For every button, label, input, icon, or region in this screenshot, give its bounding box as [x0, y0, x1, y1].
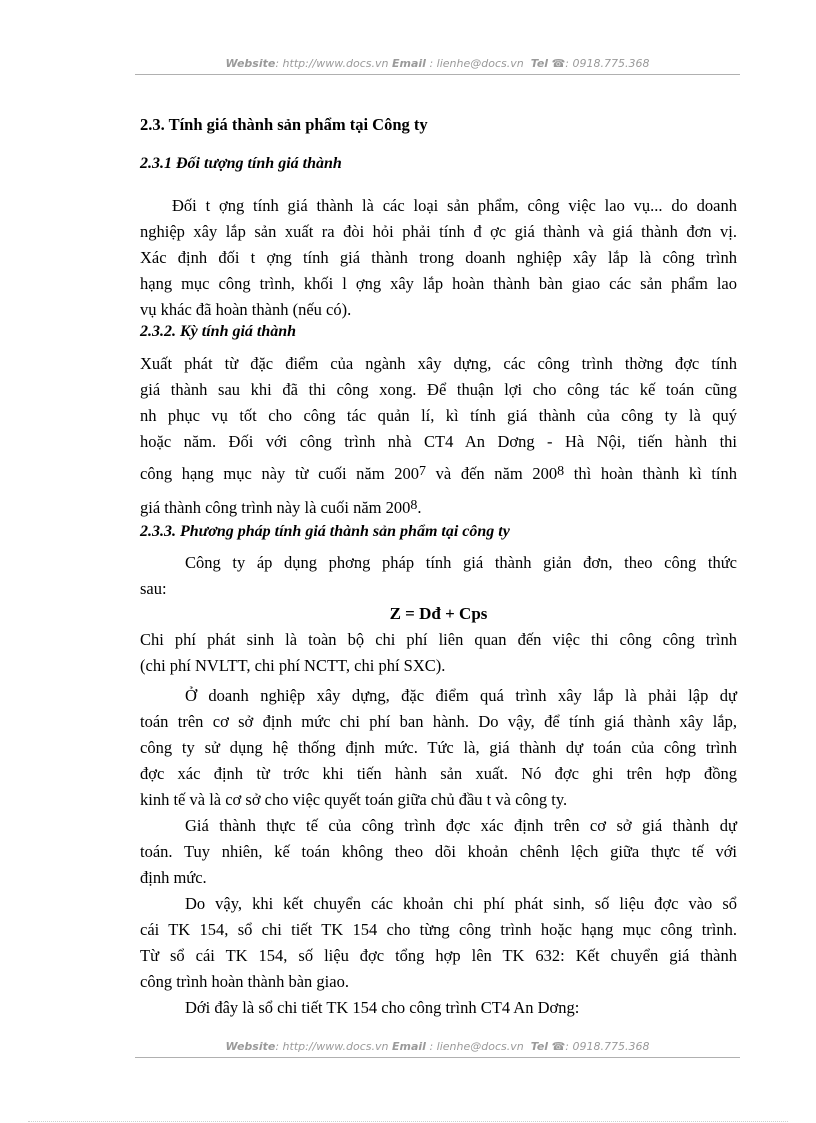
paragraph-doi-tuong — [140, 193, 737, 323]
formula: Z = Dđ + Cps — [389, 604, 488, 623]
text-line: toán. Tuy nhiên, kế toán không theo dõi khoản chênh lệch giữa thực tế với — [140, 842, 737, 861]
subsection-title-2-3-1: 2.3.1 Đối tượng tính giá thành — [140, 155, 342, 172]
text-line: Công ty áp dụng phơng pháp tính giá thành giản đơn, theo công thức — [185, 553, 737, 572]
paragraph-do-vay — [140, 891, 737, 995]
text-fragment: và đến năm 200 — [425, 464, 558, 483]
text-line: Giá thành thực tế của công trình đợc xác định trên cơ sở giá thành dự — [185, 816, 737, 835]
text-line: kinh tế và là cơ sở cho việc quyết toán giữa chủ đầu t và công ty. — [140, 790, 568, 809]
year-digit: 8 — [557, 464, 565, 479]
text-line: Đối t ợng tính giá thành là các loại sản phẩm, công việc lao vụ... do doanh — [172, 196, 737, 215]
paragraph-thuc-te — [140, 813, 737, 891]
paragraph-phuong-phap — [140, 550, 737, 602]
text-line: Ở doanh nghiệp xây dựng, đặc điểm quá trình xây lắp là phải lập dự — [185, 686, 737, 705]
text-line — [140, 489, 737, 523]
text-line: định mức. — [140, 868, 207, 887]
page-footer — [135, 1040, 740, 1053]
email-label: Email — [392, 57, 426, 70]
year-digit: 8 — [410, 498, 418, 513]
subsection-title-2-3-2: 2.3.2. Kỳ tính giá thành — [140, 323, 297, 340]
footer-rule — [135, 1057, 740, 1058]
year-digit: 7 — [418, 464, 426, 479]
text-line: Chi phí phát sinh là toàn bộ chi phí liên quan đến việc thi công công trình — [140, 630, 737, 649]
section-title: 2.3. Tính giá thành sản phẩm tại Công ty — [140, 115, 428, 134]
tel-label: Tel — [530, 57, 549, 70]
paragraph-ky-tinh — [140, 351, 737, 523]
text-line: Dới đây là sổ chi tiết TK 154 cho công trình CT4 An Dơng: — [185, 998, 580, 1017]
text-line: giá thành sau khi đã thi công xong. Để thuận lợi cho công tác kế toán cũng — [140, 380, 737, 399]
tel-value: : 0918.775.368 — [565, 57, 650, 70]
text-fragment: . — [417, 498, 422, 517]
paragraph-chi-phi — [140, 627, 737, 679]
page-bottom-border — [28, 1121, 788, 1122]
text-line: nh phục vụ tốt cho công tác quản lí, kì tính giá thành của công ty là quý — [140, 406, 737, 425]
email-label: Email — [392, 1040, 426, 1053]
email-value: : lienhe@docs.vn — [425, 57, 524, 70]
tel-value: : 0918.775.368 — [565, 1040, 650, 1053]
text-line: nghiệp xây lắp sản xuất ra đòi hỏi phải tính đ ợc giá thành và giá thành đơn vị. — [140, 222, 737, 241]
text-line: Từ sổ cái TK 154, số liệu đợc tổng hợp lên TK 632: Kết chuyển giá thành — [140, 946, 737, 965]
text-line: Xuất phát từ đặc điểm của ngành xây dựng, các công trình thờng đợc tính — [140, 354, 737, 373]
text-line — [140, 455, 737, 489]
text-line: sau: — [140, 579, 167, 598]
text-fragment: giá thành công trình này là cuối năm 200 — [140, 498, 411, 517]
text-line: công ty sử dụng hệ thống định mức. Tức là, giá thành dự toán của công trình — [140, 738, 737, 757]
text-fragment: thì hoàn thành kì tính — [564, 464, 737, 483]
header-rule — [135, 74, 740, 75]
tel-label: Tel — [530, 1040, 549, 1053]
text-line: đợc xác định từ trớc khi tiến hành sản xuất. Nó đợc ghi trên hợp đồng — [140, 764, 737, 783]
page-header — [135, 57, 740, 70]
phone-icon: ☎ — [551, 57, 566, 70]
text-line: Do vậy, khi kết chuyển các khoản chi phí phát sinh, số liệu đợc vào sổ — [185, 894, 737, 913]
email-value: : lienhe@docs.vn — [425, 1040, 524, 1053]
text-line: cái TK 154, sổ chi tiết TK 154 cho từng công trình hoặc hạng mục công trình. — [140, 920, 737, 939]
paragraph-doanh-nghiep — [140, 683, 737, 813]
text-line: toán trên cơ sở định mức chi phí ban hành. Do vậy, để tính giá thành xây lắp, — [140, 712, 737, 731]
website-label: Website — [225, 57, 276, 70]
website-label: Website — [225, 1040, 276, 1053]
text-line: Xác định đối t ợng tính giá thành trong doanh nghiệp xây lắp là công trình — [140, 248, 737, 267]
subsection-title-2-3-3: 2.3.3. Phương pháp tính giá thành sản phẩm tại công ty — [140, 523, 510, 540]
website-value: : http://www.docs.vn — [275, 1040, 389, 1053]
text-line: công trình hoàn thành bàn giao. — [140, 972, 349, 991]
text-line: vụ khác đã hoàn thành (nếu có). — [140, 300, 352, 319]
paragraph-duoi-day — [140, 995, 737, 1021]
text-line: hoặc năm. Đối với công trình nhà CT4 An Dơng - Hà Nội, tiến hành thi — [140, 432, 737, 451]
text-line: hạng mục công trình, khối l ợng xây lắp hoàn thành bàn giao các sản phẩm lao — [140, 274, 737, 293]
text-fragment: công hạng mục này từ cuối năm 200 — [140, 464, 419, 483]
text-line: (chi phí NVLTT, chi phí NCTT, chi phí SXC). — [140, 656, 446, 675]
phone-icon: ☎ — [551, 1040, 566, 1053]
website-value: : http://www.docs.vn — [275, 57, 389, 70]
